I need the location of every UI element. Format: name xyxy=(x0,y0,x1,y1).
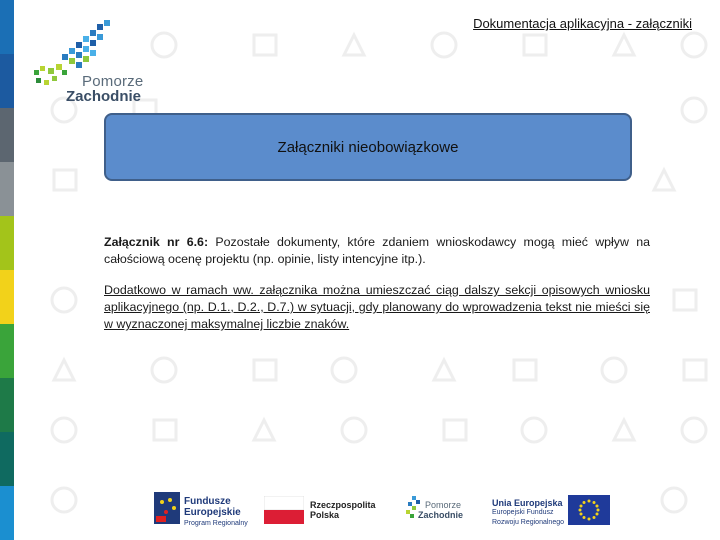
footer-logos xyxy=(150,490,620,530)
paragraph-additional-info: Dodatkowo w ramach ww. załącznika można umieszczać ciąg dalszy sekcji opisowych wniosku aplikacyjnego (np. D.1., D.2., D.7.) w sytuacji, gdy planowany do wprowadzenia tekst nie mieści się w wyznaczonej maksymalnej liczbie znaków. xyxy=(104,283,650,331)
polish-flag-icon xyxy=(264,496,304,524)
fundusze-europejskie-logo-icon xyxy=(152,490,182,526)
rp-line2: Polska xyxy=(310,510,340,520)
ue-line2: Europejski Fundusz xyxy=(492,509,554,516)
footer-pomorze-text: Pomorze xyxy=(425,500,462,510)
left-color-strip xyxy=(0,0,14,540)
ue-line1: Unia Europejska xyxy=(492,498,563,508)
logo-text-zachodnie: Zachodnie xyxy=(66,88,142,105)
fe-line1: Fundusze xyxy=(184,496,231,507)
fe-line2: Europejskie xyxy=(184,507,241,518)
page-header-title: Dokumentacja aplikacyjna - załączniki xyxy=(473,16,692,31)
unia-europejska-text xyxy=(492,498,564,528)
attachment-label: Załącznik nr 6.6: xyxy=(104,235,209,249)
rzeczpospolita-polska-text xyxy=(310,500,376,520)
fundusze-europejskie-text xyxy=(184,496,248,529)
banner-text: Załączniki nieobowiązkowe xyxy=(277,138,459,156)
logo-text-pomorze: Pomorze xyxy=(82,73,144,90)
paragraph-attachment-6-6 xyxy=(104,234,650,268)
content-body xyxy=(104,234,650,333)
eu-flag-icon xyxy=(568,495,610,525)
fe-line3: Program Regionalny xyxy=(184,520,248,527)
attachment-description: Pozostałe dokumenty, które zdaniem wnioskodawcy mogą mieć wpływ na całościową ocenę projektu (np. opinie, listy intencyjne itp.). xyxy=(104,235,650,266)
footer-zachodnie-text: Zachodnie xyxy=(418,510,464,520)
section-banner xyxy=(104,113,632,181)
rp-line1: Rzeczpospolita xyxy=(310,500,376,510)
ue-line3: Rozwoju Regionalnego xyxy=(492,519,564,526)
